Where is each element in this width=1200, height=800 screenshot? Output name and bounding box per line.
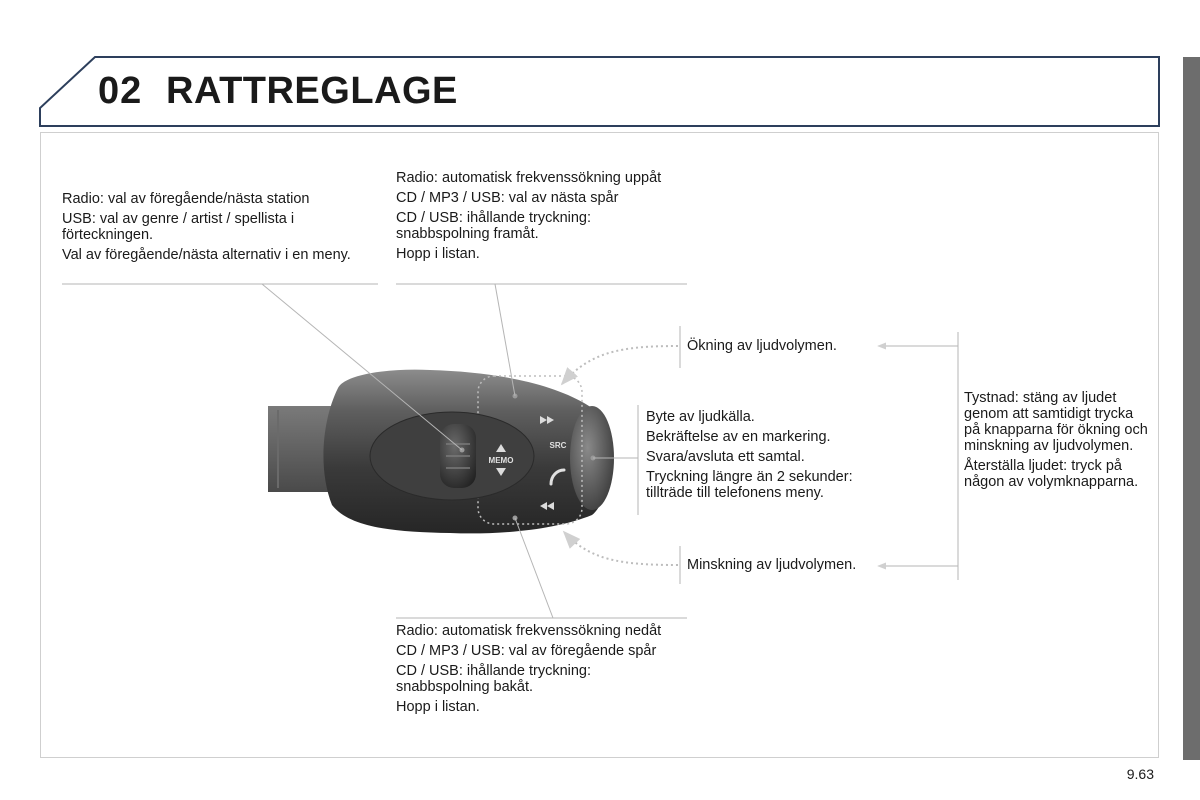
label-left-top: [62, 191, 362, 267]
label-line: CD / MP3 / USB: val av nästa spår: [396, 190, 619, 206]
label-center-right: [646, 409, 886, 505]
label-line: Återställa ljudet: tryck på någon av volymknapparna.: [964, 458, 1139, 490]
label-line: Hopp i listan.: [396, 246, 480, 262]
label-line: CD / USB: ihållande tryckning: snabbspolning framåt.: [396, 210, 592, 242]
label-volume-down: Minskning av ljudvolymen.: [687, 557, 857, 573]
label-line: Val av föregående/nästa alternativ i en meny.: [62, 247, 351, 263]
label-line: Svara/avsluta ett samtal.: [646, 449, 805, 465]
page-number: 9.63: [1126, 766, 1154, 782]
label-line: Radio: val av föregående/nästa station: [62, 191, 310, 207]
scroll-wheel[interactable]: [440, 424, 476, 488]
page-title: RATTREGLAGE: [166, 70, 458, 112]
label-line: Bekräftelse av en markering.: [646, 429, 831, 445]
label-line: Radio: automatisk frekvenssökning nedåt: [396, 623, 662, 639]
label-line: Radio: automatisk frekvenssökning uppåt: [396, 170, 662, 186]
label-top-center: [396, 170, 668, 266]
memo-button-label[interactable]: MEMO: [488, 456, 514, 465]
label-line: CD / MP3 / USB: val av föregående spår: [396, 643, 657, 659]
label-line: Tryckning längre än 2 sekunder: tillträde till telefonens meny.: [646, 469, 853, 501]
volume-down-arrow: [564, 532, 678, 565]
label-line: USB: val av genre / artist / spellista i förteckningen.: [62, 211, 295, 243]
src-label: SRC: [549, 441, 567, 450]
label-line: CD / USB: ihållande tryckning: snabbspolning bakåt.: [396, 663, 592, 695]
label-volume-up: Ökning av ljudvolymen.: [687, 338, 837, 354]
label-line: Hopp i listan.: [396, 699, 480, 715]
volume-up-arrow: [562, 346, 678, 384]
label-line: Tystnad: stäng av ljudet genom att samtidigt trycka på knapparna för ökning och minskning av ljudvolymen.: [964, 390, 1148, 454]
label-far-right: [964, 390, 1150, 494]
label-line: Byte av ljudkälla.: [646, 409, 755, 425]
chapter-number: 02: [98, 70, 143, 112]
label-bottom-center: [396, 623, 668, 719]
